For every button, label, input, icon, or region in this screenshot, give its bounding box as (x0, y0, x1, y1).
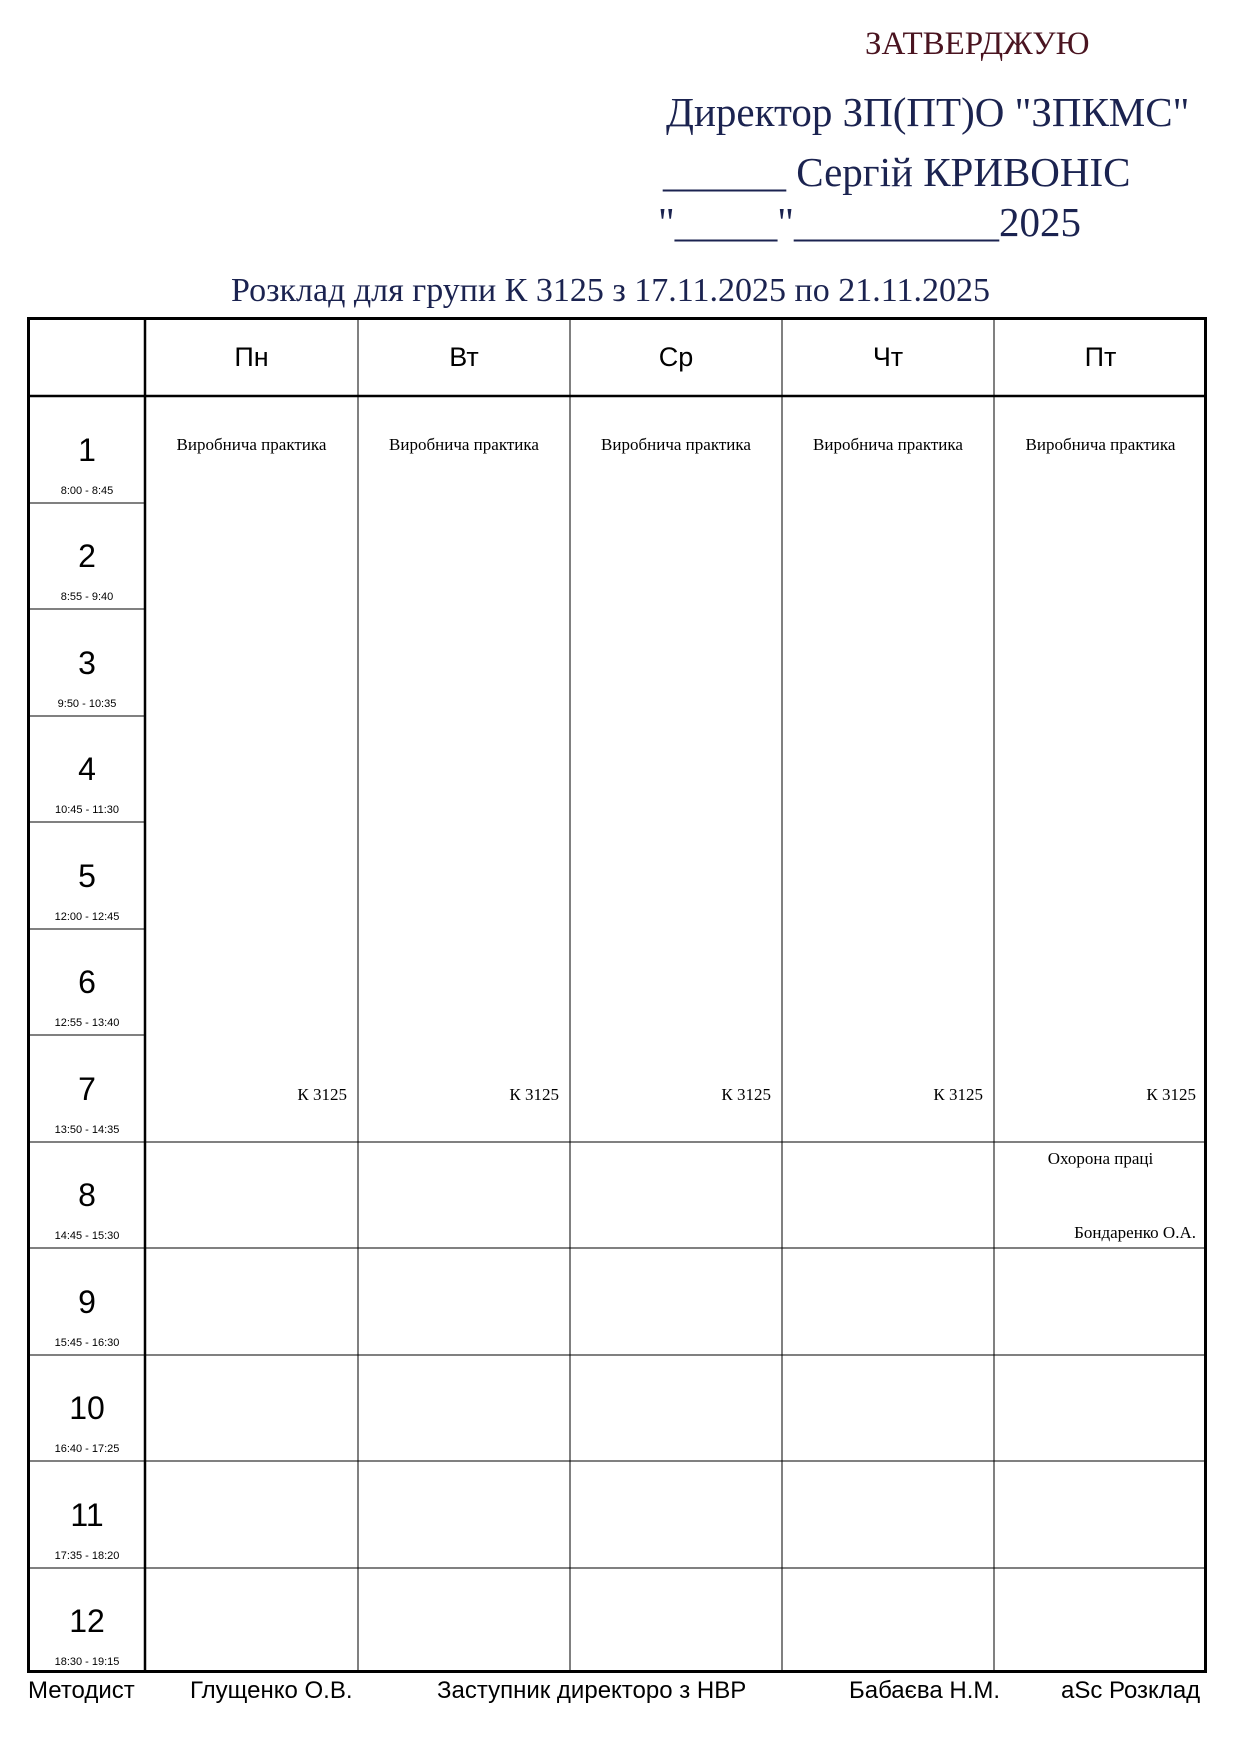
schedule-title: Розклад для групи К 3125 з 17.11.2025 по 21.11.2025 (231, 272, 990, 309)
period-number: 6 (78, 964, 96, 1000)
period-time: 18:30 - 19:15 (54, 1656, 120, 1668)
period-number: 12 (69, 1603, 105, 1639)
period-time: 8:55 - 9:40 (60, 591, 114, 603)
period-number: 8 (78, 1177, 96, 1213)
period-number: 11 (70, 1497, 104, 1533)
lesson-subject: Виробнича практика (389, 435, 539, 454)
lesson-group: К 3125 (1146, 1085, 1196, 1104)
day-header-tue: Вт (449, 341, 479, 372)
period-time: 16:40 - 17:25 (54, 1443, 120, 1455)
lesson-group: К 3125 (721, 1085, 771, 1104)
footer-methodist-name: Глущенко О.В. (190, 1677, 353, 1704)
period-time: 10:45 - 11:30 (54, 804, 119, 816)
footer-deputy-label: Заступник директоро з НВР (437, 1677, 747, 1704)
period-number: 2 (78, 538, 96, 574)
lesson-subject: Виробнича практика (1025, 435, 1176, 454)
day-header-wed: Ср (658, 341, 694, 372)
footer-methodist-label: Методист (28, 1677, 135, 1704)
lesson-subject: Виробнича практика (601, 435, 751, 454)
period-time: 14:45 - 15:30 (54, 1230, 120, 1242)
lesson-subject: Виробнича практика (176, 435, 327, 454)
period-number: 3 (78, 645, 96, 681)
period-number: 9 (78, 1284, 96, 1320)
footer-deputy-name: Бабаєва Н.М. (849, 1677, 1001, 1704)
lesson-group: К 3125 (933, 1085, 983, 1104)
approval-date-line: "_____"__________2025 (658, 199, 1081, 245)
footer-software: aSc Розклад (1061, 1677, 1201, 1704)
period-number: 10 (69, 1390, 105, 1426)
period-number: 4 (78, 751, 96, 787)
lesson-subject: Охорона праці (1047, 1149, 1154, 1168)
period-number: 7 (78, 1071, 96, 1107)
lesson-group: К 3125 (297, 1085, 347, 1104)
approval-heading: ЗАТВЕРДЖУЮ (865, 26, 1090, 62)
lesson-group: К 3125 (509, 1085, 559, 1104)
period-time: 15:45 - 16:30 (54, 1337, 120, 1349)
day-header-fri: Пт (1084, 341, 1117, 372)
lesson-teacher: Бондаренко О.А. (1074, 1223, 1196, 1242)
period-time: 17:35 - 18:20 (54, 1550, 120, 1562)
period-time: 8:00 - 8:45 (60, 485, 114, 497)
period-number: 1 (78, 432, 96, 468)
period-time: 12:00 - 12:45 (54, 911, 120, 923)
lesson-subject: Виробнича практика (813, 435, 963, 454)
period-time: 13:50 - 14:35 (54, 1124, 120, 1136)
period-number: 5 (78, 858, 96, 894)
day-header-mon: Пн (234, 341, 269, 372)
period-time: 12:55 - 13:40 (54, 1017, 120, 1029)
day-header-thu: Чт (872, 341, 904, 372)
director-title: Директор ЗП(ПТ)О "ЗПКМС" (666, 89, 1190, 135)
signer-line: ______ Сергій КРИВОНІС (663, 149, 1131, 195)
period-time: 9:50 - 10:35 (57, 698, 117, 710)
